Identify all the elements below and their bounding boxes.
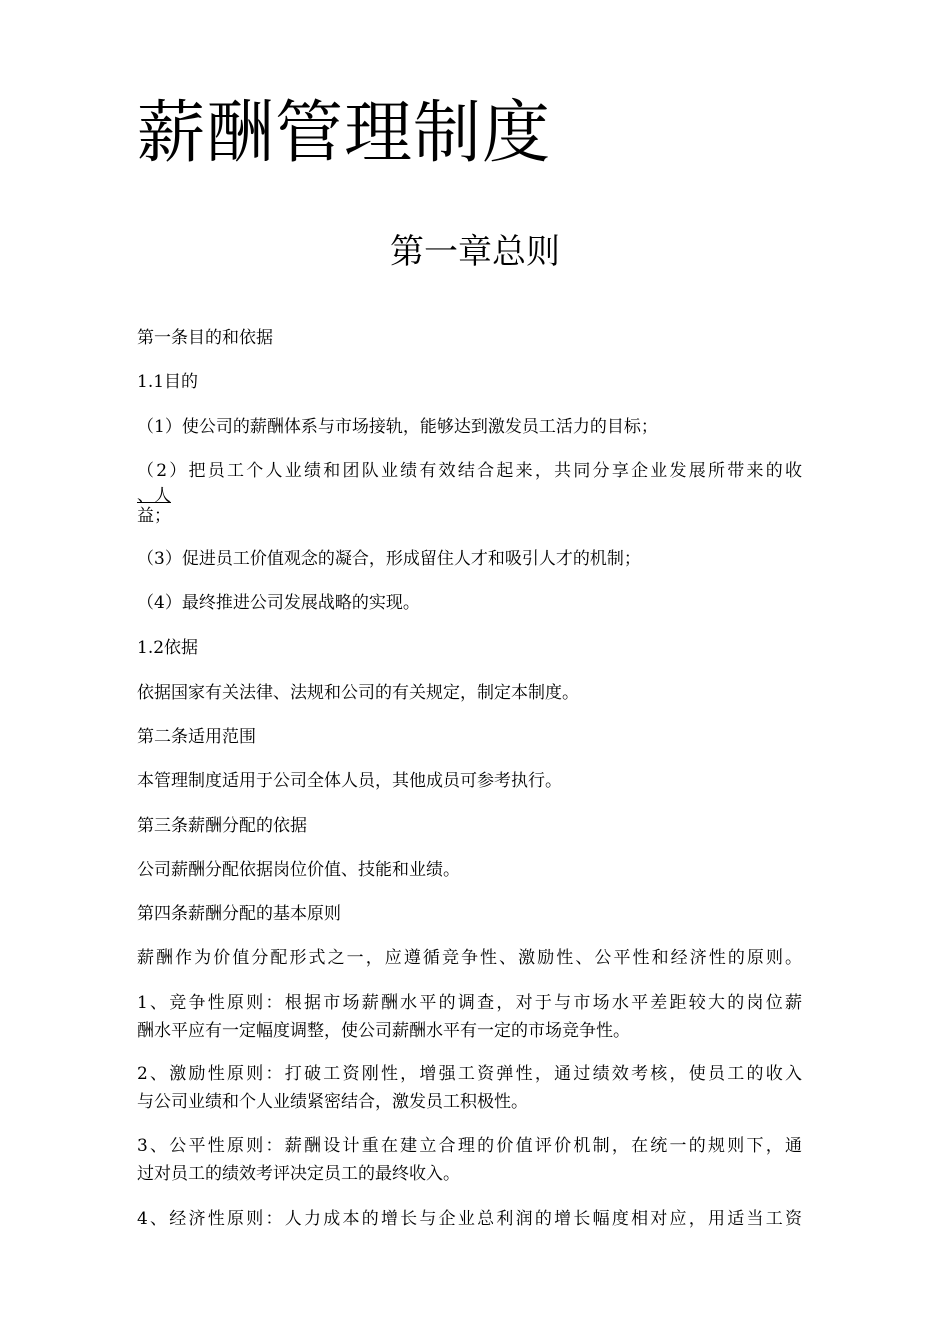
- text-fragment: 、人: [137, 486, 171, 506]
- paragraph-line: 2、激励性原则：打破工资刚性，增强工资弹性，通过绩效考核，使员工的收入: [137, 1064, 802, 1084]
- document-title: 薪酬管理制度: [137, 94, 552, 173]
- paragraph-line: 过对员工的绩效考评决定员工的最终收入。: [137, 1164, 460, 1184]
- paragraph-line: 3、公平性原则：薪酬设计重在建立合理的价值评价机制，在统一的规则下，通: [137, 1136, 802, 1156]
- article-heading: 第三条薪酬分配的依据: [137, 816, 307, 836]
- section-heading: 1.1目的: [137, 372, 199, 392]
- paragraph-line: （1）使公司的薪酬体系与市场接轨，能够达到激发员工活力的目标；: [137, 417, 658, 437]
- article-heading: 第一条目的和依据: [137, 328, 273, 348]
- section-heading: 1.2依据: [137, 638, 199, 658]
- paragraph-line: 益；: [137, 506, 171, 526]
- paragraph-line: 酬水平应有一定幅度调整，使公司薪酬水平有一定的市场竞争性。: [137, 1021, 630, 1041]
- paragraph-line: （4）最终推进公司发展战略的实现。: [137, 593, 420, 613]
- article-heading: 第二条适用范围: [137, 727, 256, 747]
- paragraph-line: 与公司业绩和个人业绩紧密结合，激发员工积极性。: [137, 1092, 528, 1112]
- chapter-heading: 第一章总则: [390, 232, 560, 272]
- paragraph-line: 1、竞争性原则：根据市场薪酬水平的调查，对于与市场水平差距较大的岗位薪: [137, 993, 802, 1013]
- paragraph-line: 依据国家有关法律、法规和公司的有关规定，制定本制度。: [137, 683, 579, 703]
- paragraph-line: （2）把员工个人业绩和团队业绩有效结合起来，共同分享企业发展所带来的收: [137, 461, 802, 481]
- paragraph-line: 薪酬作为价值分配形式之一，应遵循竞争性、激励性、公平性和经济性的原则。: [137, 948, 802, 968]
- paragraph-line: 本管理制度适用于公司全体人员，其他成员可参考执行。: [137, 771, 562, 791]
- paragraph-line: 公司薪酬分配依据岗位价值、技能和业绩。: [137, 860, 460, 880]
- paragraph-line: （3）促进员工价值观念的凝合，形成留住人才和吸引人才的机制；: [137, 549, 641, 569]
- article-heading: 第四条薪酬分配的基本原则: [137, 904, 341, 924]
- paragraph-line: 4、经济性原则：人力成本的增长与企业总利润的增长幅度相对应，用适当工资: [137, 1209, 802, 1229]
